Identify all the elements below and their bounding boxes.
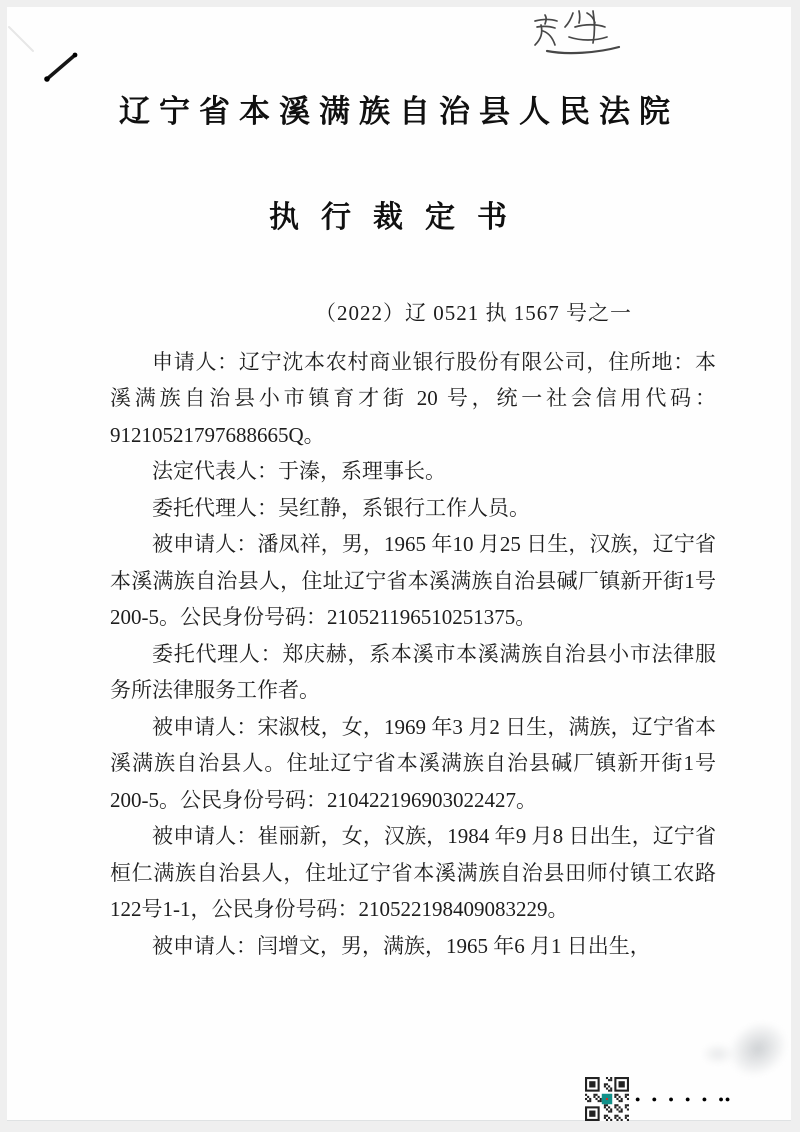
paragraph-respondent-4: 被申请人：闫增文，男，满族，1965 年6 月1 日出生， bbox=[152, 933, 651, 958]
handwritten-annotation bbox=[517, 7, 637, 61]
qr-code bbox=[585, 1077, 629, 1121]
paragraph-respondent-3: 被申请人：崔丽新，女，汉族，1984 年9 月8 日出生，辽宁省桓仁满族自治县人，住址辽宁省本溪满族自治县田师付镇工农路122号1-1，公民身份号码：210522198409083229。 bbox=[110, 824, 716, 921]
paragraph-agent-2: 委托代理人：郑庆赫，系本溪市本溪满族自治县小市法律服务所法律服务工作者。 bbox=[110, 641, 716, 702]
document-page bbox=[7, 7, 791, 1121]
paragraph-legal-rep: 法定代表人：于溱，系理事长。 bbox=[152, 459, 446, 483]
pen-stroke-mark bbox=[37, 45, 97, 95]
dot-row: ● ● ● ● ● ●● bbox=[635, 1094, 732, 1104]
case-number: （2022）辽 0521 执 1567 号之一 bbox=[315, 301, 632, 325]
paragraph-respondent-1: 被申请人：潘凤祥，男，1965 年10 月25 日生，汉族，辽宁省本溪满族自治县人，住址辽宁省本溪满族自治县碱厂镇新开街1号200-5。公民身份号码：210521196510251375。 bbox=[110, 532, 716, 629]
court-name: 辽宁省本溪满族自治县人民法院 bbox=[119, 94, 679, 129]
document-body bbox=[110, 295, 716, 964]
document-title: 执行裁定书 bbox=[269, 201, 529, 234]
paragraph-respondent-2: 被申请人：宋淑枝，女，1969 年3 月2 日生，满族，辽宁省本溪满族自治县人。住址辽宁省本溪满族自治县碱厂镇新开街1号200-5。公民身份号码：210422196903022427。 bbox=[110, 714, 716, 812]
paragraph-applicant: 申请人：辽宁沈本农村商业银行股份有限公司，住所地：本溪满族自治县小市镇育才街 20 号，统一社会信用代码：91210521797688665Q。 bbox=[110, 349, 716, 447]
fold-smudge-2 bbox=[701, 1043, 735, 1065]
paragraph-agent-1: 委托代理人：吴红静，系银行工作人员。 bbox=[152, 495, 530, 520]
